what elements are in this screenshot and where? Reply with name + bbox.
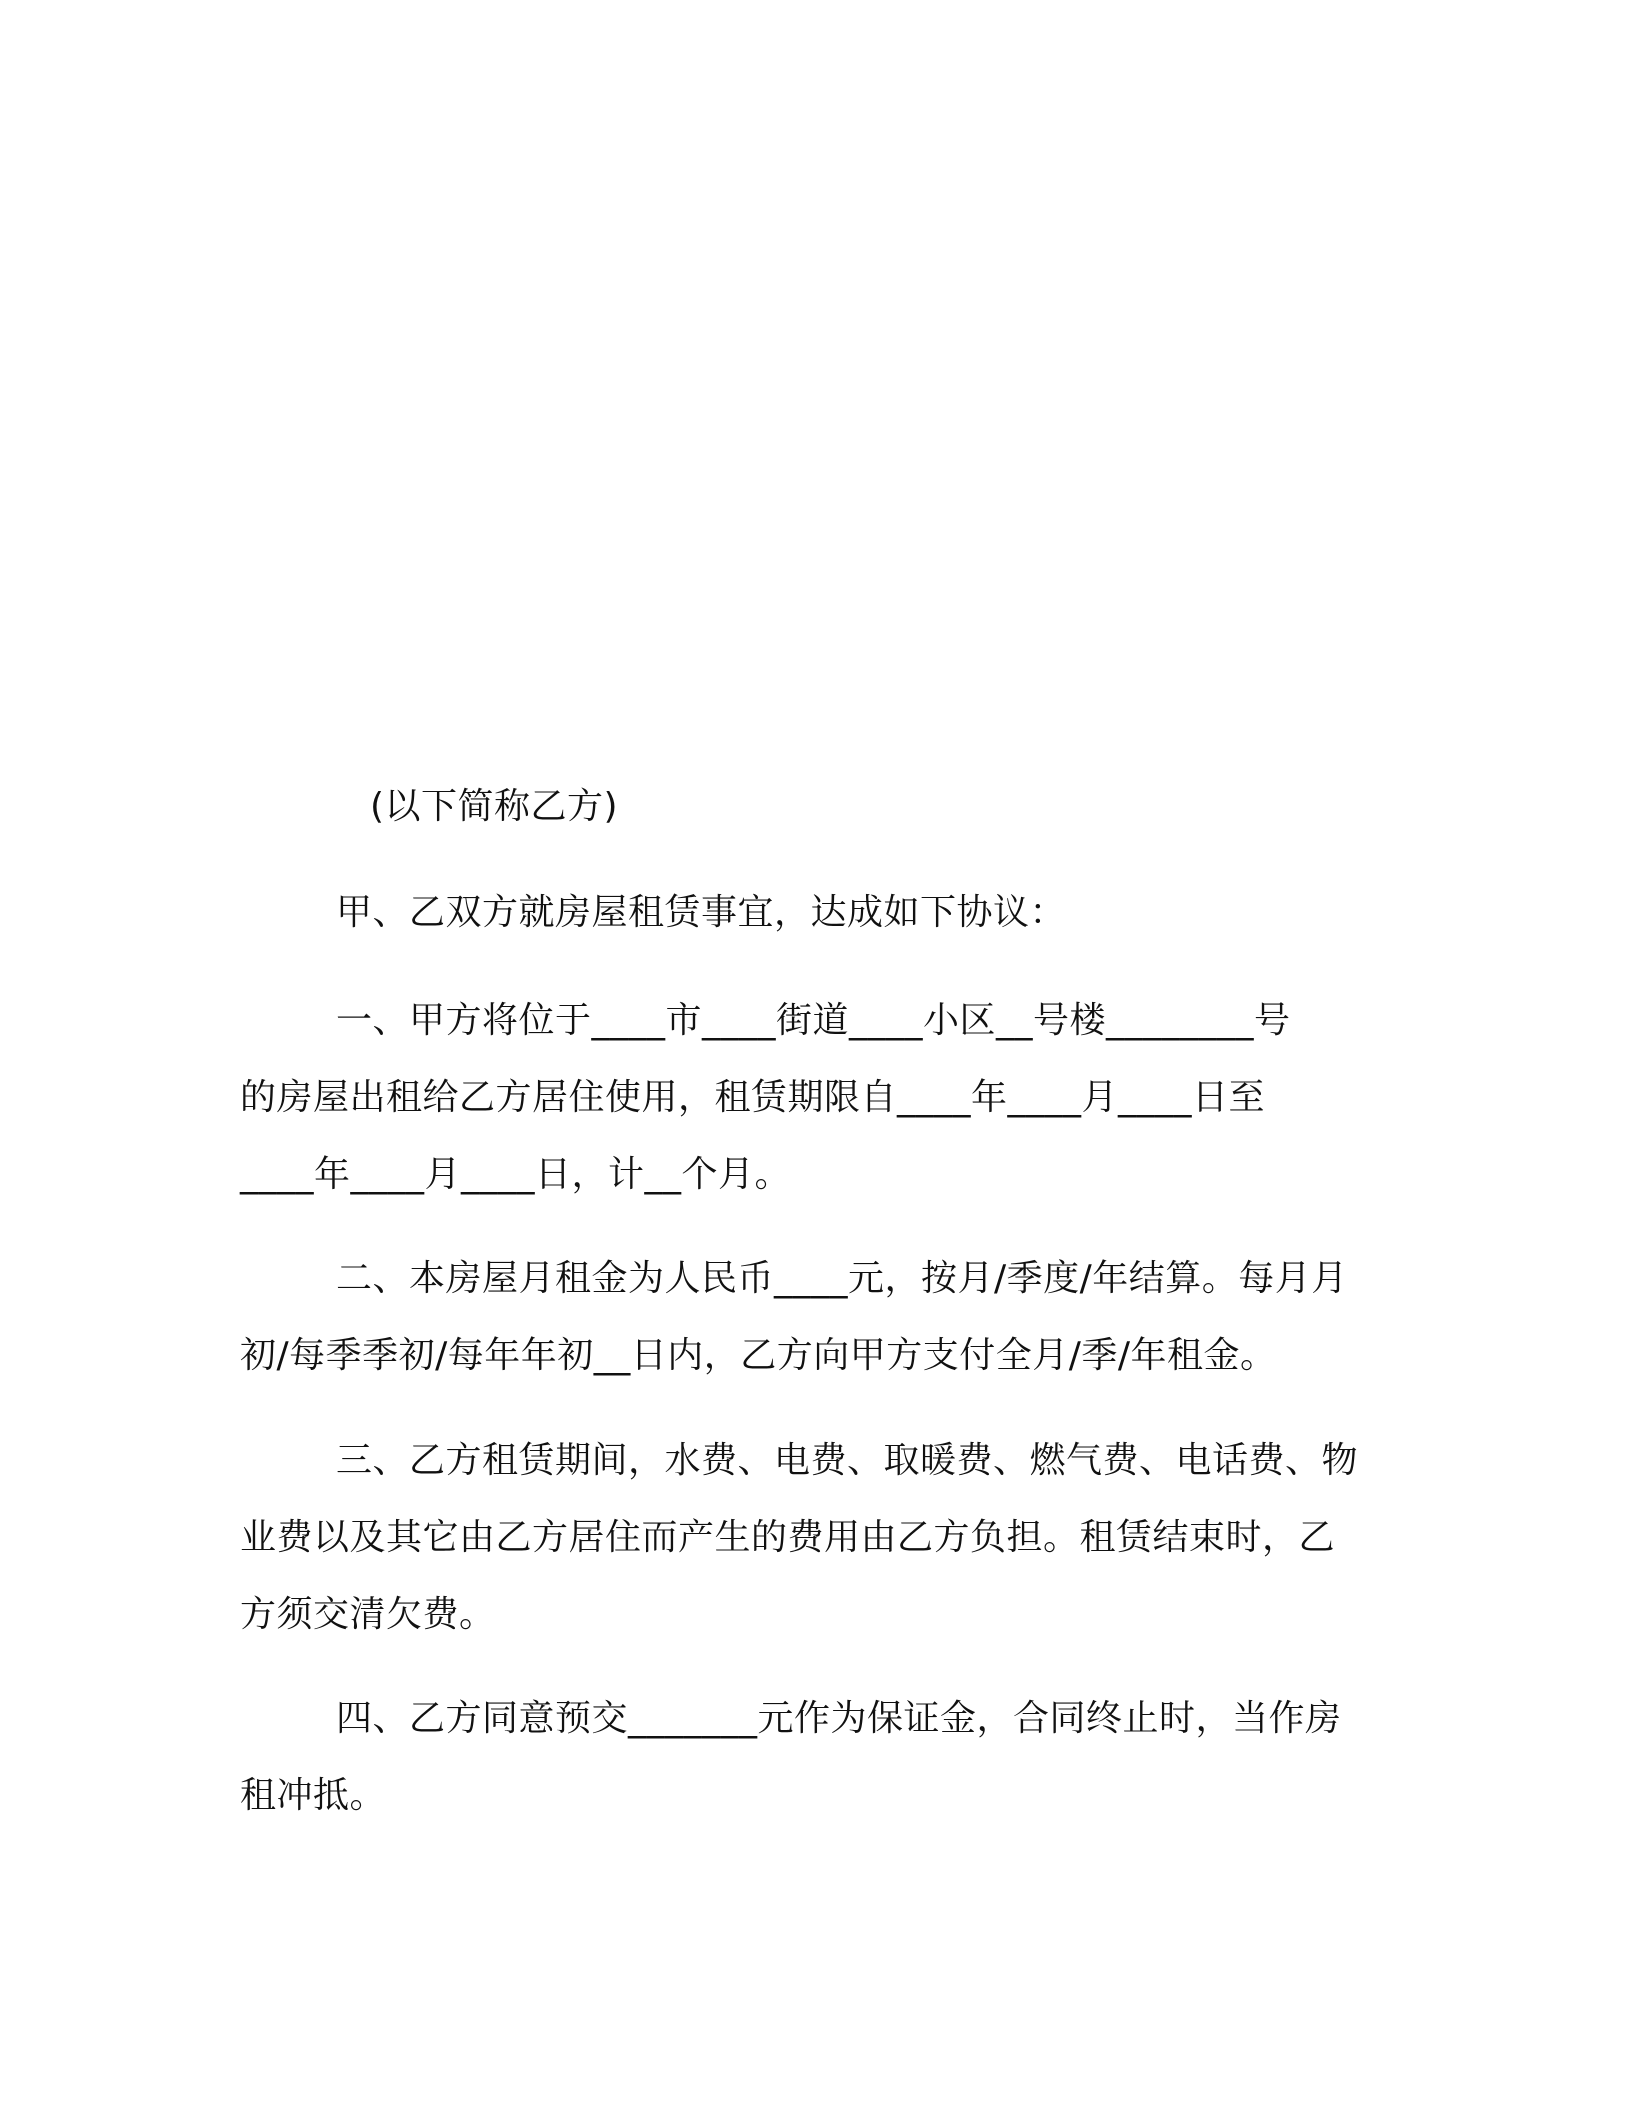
clause-3-paragraph xyxy=(240,1422,1380,1653)
intro-note-paragraph xyxy=(370,768,970,845)
clause-4-line-1: 四、乙方同意预交_______元作为保证金，合同终止时，当作房 xyxy=(336,1698,1342,1739)
clause-3-line-3: 方须交清欠费。 xyxy=(240,1594,496,1635)
clause-1-paragraph xyxy=(240,982,1380,1213)
clause-4-line-2: 租冲抵。 xyxy=(240,1775,387,1816)
clause-2-paragraph xyxy=(240,1240,1380,1394)
intro-note-text: (以下简称乙方) xyxy=(370,786,619,827)
clause-3-line-1: 三、乙方租赁期间，水费、电费、取暖费、燃气费、电话费、物 xyxy=(336,1440,1359,1481)
clause-2-line-1: 二、本房屋月租金为人民币____元，按月/季度/年结算。每月月 xyxy=(336,1258,1348,1299)
agreement-intro-paragraph xyxy=(240,874,1380,951)
clause-4-paragraph xyxy=(240,1680,1380,1834)
agreement-intro-text: 甲、乙双方就房屋租赁事宜，达成如下协议： xyxy=(336,892,1067,933)
clause-2-line-2: 初/每季季初/每年年初__日内，乙方向甲方支付全月/季/年租金。 xyxy=(240,1335,1277,1376)
clause-1-line-2: 的房屋出租给乙方居住使用，租赁期限自____年____月____日至 xyxy=(240,1077,1266,1118)
clause-1-line-1: 一、甲方将位于____市____街道____小区__号楼________号 xyxy=(336,1000,1291,1041)
clause-1-line-3: ____年____月____日，计__个月。 xyxy=(240,1154,792,1195)
clause-3-line-2: 业费以及其它由乙方居住而产生的费用由乙方负担。租赁结束时，乙 xyxy=(240,1517,1336,1558)
